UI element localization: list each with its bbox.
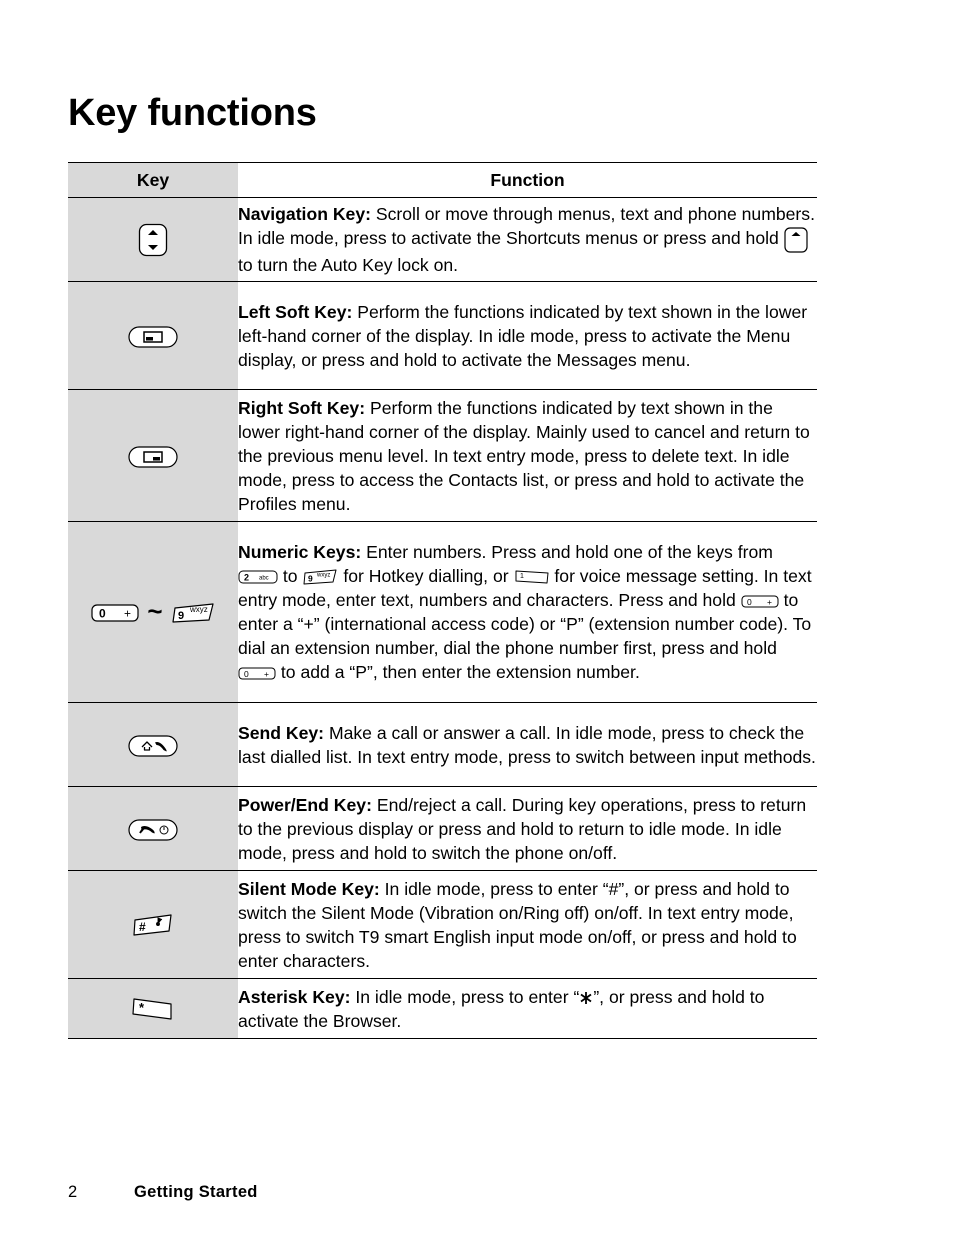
numeric-key-one-icon <box>514 569 550 585</box>
function-cell <box>238 198 817 282</box>
key-name: Right Soft Key: <box>238 397 366 418</box>
silent-mode-key-icon <box>131 913 175 937</box>
function-cell <box>238 979 817 1039</box>
right-soft-key-icon <box>128 446 178 468</box>
numeric-key-nine-small-icon <box>302 569 338 585</box>
function-cell <box>238 522 817 703</box>
table-row <box>68 787 817 871</box>
table-row <box>68 390 817 522</box>
key-glyph: 2 <box>244 572 250 583</box>
key-name: Navigation Key: <box>238 204 371 225</box>
section-title: Getting Started <box>134 1183 258 1201</box>
page-title: Key functions <box>68 92 317 134</box>
description-text: End/reject a call. During key operations, press to return to the previous display or press and hold to return to idle mode. In idle mode, press and hold to switch the phone on/off. <box>238 794 807 863</box>
asterisk-key-icon <box>131 997 175 1021</box>
key-glyph: wxyz <box>317 572 331 579</box>
key-cell <box>68 871 238 979</box>
key-cell <box>68 522 238 703</box>
function-cell <box>238 282 817 390</box>
asterisk-glyph-icon <box>579 990 593 1006</box>
key-name: Silent Mode Key: <box>238 878 380 899</box>
table-row <box>68 282 817 390</box>
key-cell <box>68 787 238 871</box>
navigation-up-icon <box>784 227 808 253</box>
key-cell <box>68 198 238 282</box>
numeric-key-two-icon <box>238 570 278 584</box>
description-text: Scroll or move through menus, text and phone numbers. In idle mode, press to activate the Shortcuts menus or press and hold <box>238 204 815 249</box>
table-row <box>68 198 817 282</box>
numeric-key-nine-icon <box>171 602 215 624</box>
key-name: Send Key: <box>238 722 325 743</box>
key-glyph: + <box>264 668 269 679</box>
key-glyph: wxyz <box>189 604 208 614</box>
function-cell <box>238 787 817 871</box>
navigation-key-icon <box>138 223 168 257</box>
key-name: Numeric Keys: <box>238 542 362 562</box>
description-text: Perform the functions indicated by text shown in the lower right-hand corner of the display. Mainly used to cancel and return to the previous menu level. In text entry mode, press to delete text. In idle mode, press to access the Contacts list, or press and hold to activate the Profiles menu. <box>238 397 810 514</box>
key-cell <box>68 979 238 1039</box>
table-row <box>68 979 817 1039</box>
key-name: Left Soft Key: <box>238 301 353 322</box>
page-number: 2 <box>68 1183 78 1201</box>
range-separator: ~ <box>147 595 163 626</box>
key-glyph: 0 <box>746 596 752 607</box>
key-glyph: 0 <box>244 668 249 679</box>
description-text: to add a “P”, then enter the extension number. <box>280 662 640 682</box>
description-text: for voice message setting. In text entry mode, enter text, numbers and characters. Press and hold <box>238 566 812 610</box>
key-name: Power/End Key: <box>238 794 372 815</box>
key-column-header: Key <box>68 163 238 198</box>
description-text: Make a call or answer a call. In idle mode, press to check the last dialled list. In text entry mode, press to switch between input methods. <box>238 722 816 767</box>
key-glyph: 1 <box>519 573 524 581</box>
function-cell <box>238 390 817 522</box>
table-row <box>68 522 817 703</box>
power-end-key-icon <box>128 819 178 841</box>
key-glyph: # <box>139 920 146 935</box>
key-cell <box>68 703 238 787</box>
key-cell <box>68 282 238 390</box>
key-glyph: 0 <box>99 606 107 621</box>
send-key-icon <box>128 735 178 757</box>
description-text: to enter a “+” (international access code) or “P” (extension number code). To dial an extension number, dial the phone number first, press and hold <box>238 590 812 658</box>
table-row <box>68 703 817 787</box>
numeric-key-zero-small-icon <box>741 595 779 608</box>
key-glyph: abc <box>259 575 269 582</box>
description-text: to <box>282 566 303 586</box>
description-text: Enter numbers. Press and hold one of the keys from <box>366 542 773 562</box>
description-text: to turn the Auto Key lock on. <box>238 254 459 275</box>
numeric-key-zero-small-icon <box>238 667 276 680</box>
description-text: In idle mode, press to enter “#”, or press and hold to switch the Silent Mode (Vibration on/Ring off) on/off. In text entry mode, press to switch T9 smart English input mode on/off, or press and hold to enter characters. <box>238 878 797 971</box>
numeric-key-zero-icon <box>91 604 139 622</box>
key-glyph: * <box>139 1000 145 1016</box>
key-glyph: 9 <box>177 609 184 622</box>
description-text: for Hotkey dialling, or <box>343 566 514 586</box>
left-soft-key-icon <box>128 326 178 348</box>
key-glyph: + <box>124 606 132 621</box>
key-glyph: + <box>766 596 772 607</box>
key-cell <box>68 390 238 522</box>
function-column-header: Function <box>238 163 817 198</box>
key-name: Asterisk Key: <box>238 986 351 1007</box>
description-text: ”, or press and hold to activate the Browser. <box>238 986 765 1031</box>
key-functions-table <box>68 162 817 1039</box>
table-header-row <box>68 163 817 198</box>
function-cell <box>238 871 817 979</box>
table-row <box>68 871 817 979</box>
key-glyph: 9 <box>308 573 314 584</box>
description-text: Perform the functions indicated by text shown in the lower left-hand corner of the display. In idle mode, press to activate the Menu display, or press and hold to activate the Messages menu. <box>238 301 808 370</box>
function-cell <box>238 703 817 787</box>
description-text: In idle mode, press to enter “ <box>355 986 580 1007</box>
